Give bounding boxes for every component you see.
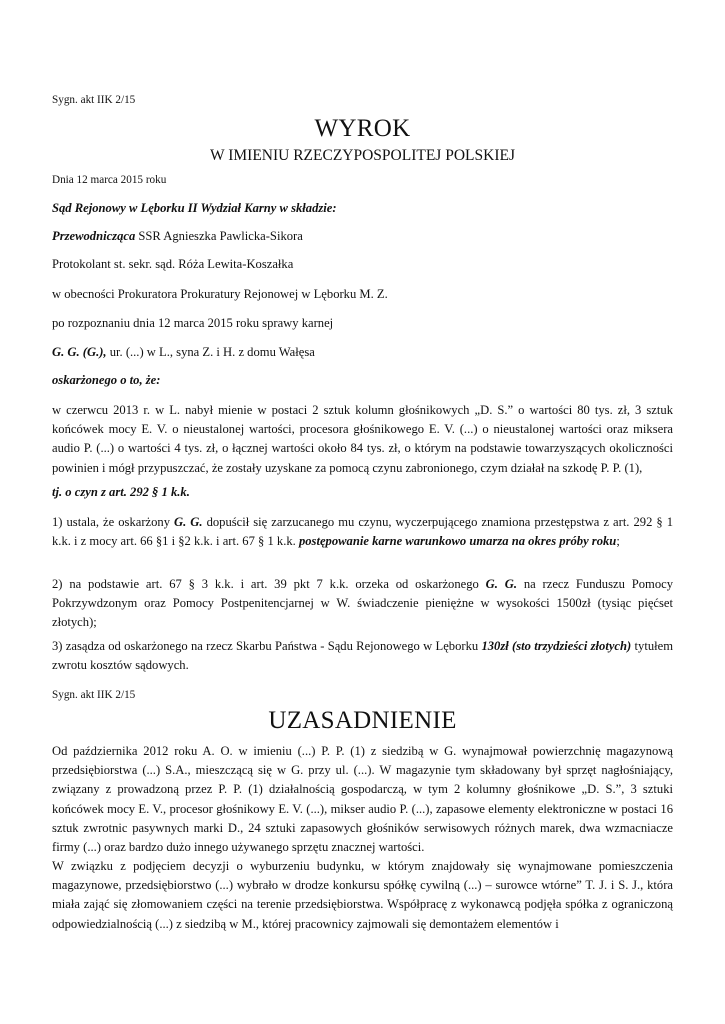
court-composition: Sąd Rejonowy w Lęborku II Wydział Karny w składzie: (52, 201, 337, 215)
justification-paragraph-1: Od października 2012 roku A. O. w imieniu (...) P. P. (1) z siedzibą w G. wynajmował powierzchnię magazynową przedsiębiorstwa (...) S.A., mieszczącą się w G. przy ul. (...). W magazynie tym składowany był sprzęt nagłośniający, związany z prowadzoną przez P. P. (1) działalnością gospodarczą, w tym 2 kolumny głośnikowe „D. S.”, 3 sztuki końcówek mocy E. V., procesor głośnikowy E. V. (...), mikser audio P. (...), zapasowe elementy elektroniczne w postaci 16 sztuk zwrotnic pasywnych marki D., 24 sztuki zapasowych głośników serwisowych różnych marek, dwa wzmacniacze firmy (...) oraz bardzo dużo innego używanego sprzętu znacznej wartości. (52, 744, 673, 855)
item1-end: ; (616, 534, 620, 549)
item3-text-a: 3) zasądza od oskarżonego na rzecz Skarbu Państwa - Sądu Rejonowego w Lęborku (52, 639, 482, 653)
presiding-name: SSR Agnieszka Pawlicka-Sikora (135, 229, 303, 243)
justification-title: UZASADNIENIE (268, 707, 457, 734)
item3-amount: 130zł (sto trzydzieści złotych) (481, 639, 632, 653)
item2-defendant: G. G. (485, 577, 517, 591)
defendant-name: G. G. (G.), (52, 345, 107, 359)
charge-article: tj. o czyn z art. 292 § 1 k.k. (52, 485, 190, 499)
defendant-details: ur. (...) w L., syna Z. i H. z domu Wałęsa (106, 345, 315, 359)
accused-label: oskarżonego o to, że: (52, 373, 161, 387)
verdict-title: WYROK (314, 115, 411, 142)
item1-text-a: 1) ustala, że oskarżony (52, 515, 175, 529)
item1-defendant: G. G. (174, 515, 203, 529)
verdict-item-3 (52, 637, 673, 675)
presiding-judge (52, 227, 673, 246)
court-clerk: Protokolant st. sekr. sąd. Róża Lewita-Koszałka (52, 257, 294, 271)
justification-case-number: Sygn. akt IIK 2/15 (52, 689, 136, 701)
item2-text-b: na rzecz Funduszu Pomocy Pokrzywdzonym oraz Pomocy Postpenitencjarnej w W. świadczenie pieniężne w wysokości 1500zł (tysiąc pięćset złotych); (52, 577, 674, 630)
charge-text: w czerwcu 2013 r. w L. nabył mienie w postaci 2 sztuk kolumn głośnikowych „D. S.” o wartości 80 tys. zł, 3 sztuk końcówek mocy E. V. o nieustalonej wartości, procesora głośnikowego E. V. (...) o nieustalonej wartości oraz miksera audio P. (...) o wartości 4 tys. zł, o łącznej wartości około 84 tys. zł, o którym na podstawie towarzyszących okoliczności powinien i mógł przypuszczać, że zostały uzyskane za pomocą czynu zabronionego, czym działał na szkodę P. P. (1), (52, 403, 673, 475)
item1-text-b: dopuścił się zarzucanego mu czynu, wyczerpującego znamiona przestępstwa z art. 292 § 1 k.k. i z mocy art. 66 §1 i §2 k.k. i art. 67 § 1 k.k. (52, 515, 674, 549)
verdict-item-1 (52, 513, 673, 551)
verdict-subtitle: W IMIENIU RZECZYPOSPOLITEJ POLSKIEJ (210, 147, 515, 164)
item2-text-a: 2) na podstawie art. 67 § 3 k.k. i art. 39 pkt 7 k.k. orzeka od oskarżonego (52, 577, 486, 591)
hearing-line: po rozpoznaniu dnia 12 marca 2015 roku sprawy karnej (52, 316, 334, 330)
defendant-line (52, 343, 673, 362)
justification-paragraph-2: W związku z podjęciem decyzji o wyburzeniu budynku, w którym znajdowały się wynajmowane pomieszczenia magazynowe, przedsiębiorstwo (...) wybrało w drodze konkursu spółkę cywilną (...) – surowce wtórne” T. J. i S. J., która miała zająć się złomowaniem części na terenie przedsiębiorstwa. Współpracę z wykonawcą podjęła spółka z ograniczoną odpowiedzialnością (...) z siedzibą w M., której pracownicy zajmowali się demontażem elementów i (52, 859, 673, 931)
item3-text-b: tytułem zwrotu kosztów sądowych. (52, 639, 673, 673)
presiding-label: Przewodnicząca (52, 229, 136, 243)
verdict-item-2 (52, 575, 673, 633)
case-number: Sygn. akt IIK 2/15 (52, 94, 136, 106)
verdict-date: Dnia 12 marca 2015 roku (52, 174, 167, 186)
item1-decision: postępowanie karne warunkowo umarza na okres próby roku (298, 534, 617, 549)
prosecutor: w obecności Prokuratora Prokuratury Rejonowej w Lęborku M. Z. (52, 287, 388, 301)
